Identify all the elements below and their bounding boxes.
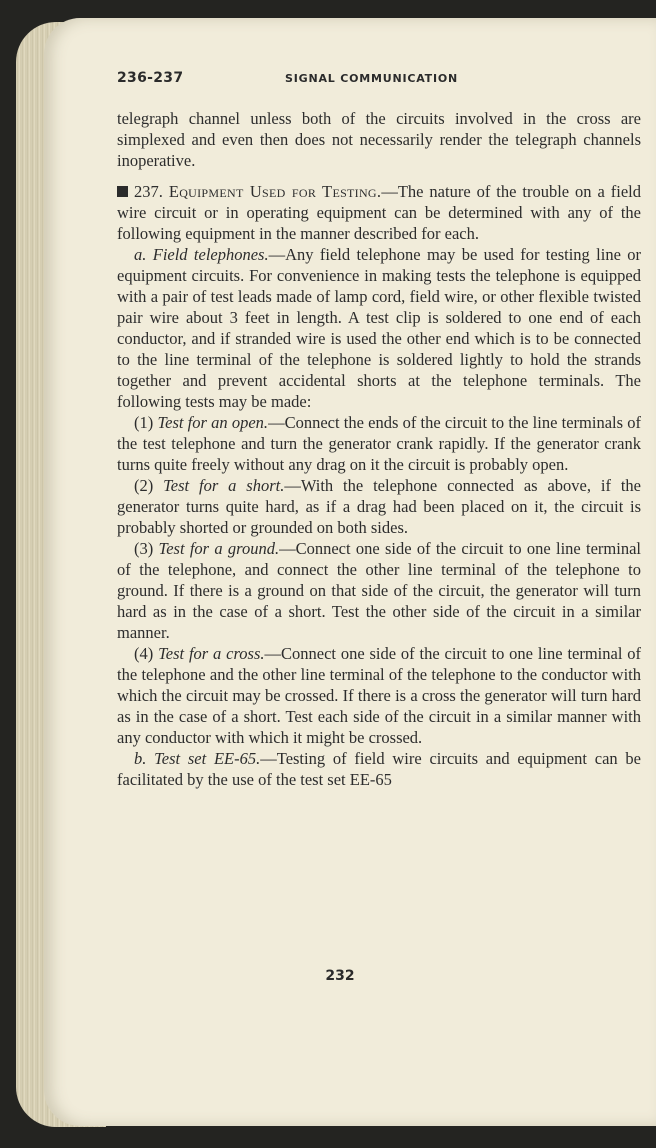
- test-text: —Connect one side of the circuit to one line terminal of the telephone and the other line terminal of the telephone to the conductor with which the circuit may be crossed. If there is a cross the generator will turn hard as in the case of a short. Test each side of the circuit in a similar manner with any conductor with which it might be crossed.: [117, 644, 642, 747]
- section-text: —The nature of the trouble on a field wire circuit or in operating equipment can be determined with any of the following equipment in the manner described for each.: [117, 182, 641, 243]
- test-title: Test for an open.: [157, 413, 269, 432]
- paragraph-b: [117, 748, 641, 790]
- test-title: Test for a short.: [163, 476, 285, 495]
- item-title: Field telephones.: [152, 245, 269, 264]
- test-text: —Connect the ends of the circuit to the line terminals of the test telephone and turn the generator crank rapidly. If the generator crank turns quite freely without any drag on it the circuit is probably open.: [117, 413, 641, 474]
- paragraph-test-4: [117, 643, 641, 748]
- paragraph-test-1: [117, 412, 641, 475]
- item-title: Test set EE-65.: [154, 749, 261, 768]
- test-number: (2): [134, 476, 154, 495]
- paragraph-continuation: telegraph channel unless both of the circuits involved in the cross are simplexed and even then does not necessarily render the telegraph channels inoperative.: [117, 109, 641, 170]
- test-title: Test for a ground.: [158, 539, 280, 558]
- section-number: 237.: [134, 182, 163, 201]
- section-mark-icon: [117, 186, 128, 197]
- item-text: —Testing of field wire circuits and equipment can be facilitated by the use of the test set EE-65: [117, 749, 641, 789]
- test-title: Test for a cross.: [158, 644, 265, 663]
- test-number: (4): [134, 644, 154, 663]
- test-number: (3): [134, 539, 154, 558]
- section-range: 236-237: [117, 70, 184, 86]
- test-number: (1): [134, 413, 154, 432]
- item-label: a.: [134, 245, 147, 264]
- paragraph-test-2: [117, 475, 641, 538]
- test-text: —Connect one side of the circuit to one line terminal of the telephone, and connect the other line terminal of the telephone to ground. If there is a ground on that side of the circuit, the generator will turn hard as in the case of a short. Test the other side of the circuit in a similar manner.: [117, 539, 641, 642]
- item-text: —Any field telephone may be used for testing line or equipment circuits. For convenience in making tests the telephone is equipped with a pair of test leads made of lamp cord, field wire, or other flexible twisted pair wire about 3 feet in length. A test clip is soldered to one end of each conductor, and if stranded wire is used the other end which is to be connected to the line terminal of the telephone is soldered lightly to hold the strands together and prevent accidental shorts at the telephone terminals. The following tests may be made:: [117, 245, 641, 411]
- paragraph-test-3: [117, 538, 641, 643]
- page-number: 232: [325, 968, 355, 984]
- paragraph-237: [117, 181, 641, 244]
- item-label: b.: [134, 749, 147, 768]
- body-text: [117, 108, 641, 790]
- running-head: SIGNAL COMMUNICATION: [285, 72, 459, 85]
- page-header: [117, 70, 641, 90]
- section-title: Equipment Used for Testing.: [168, 182, 382, 201]
- paragraph-a: [117, 244, 641, 412]
- test-text: —With the telephone connected as above, if the generator turns quite hard, as if a drag had been placed on it, the circuit is probably shorted or grounded on both sides.: [117, 476, 641, 537]
